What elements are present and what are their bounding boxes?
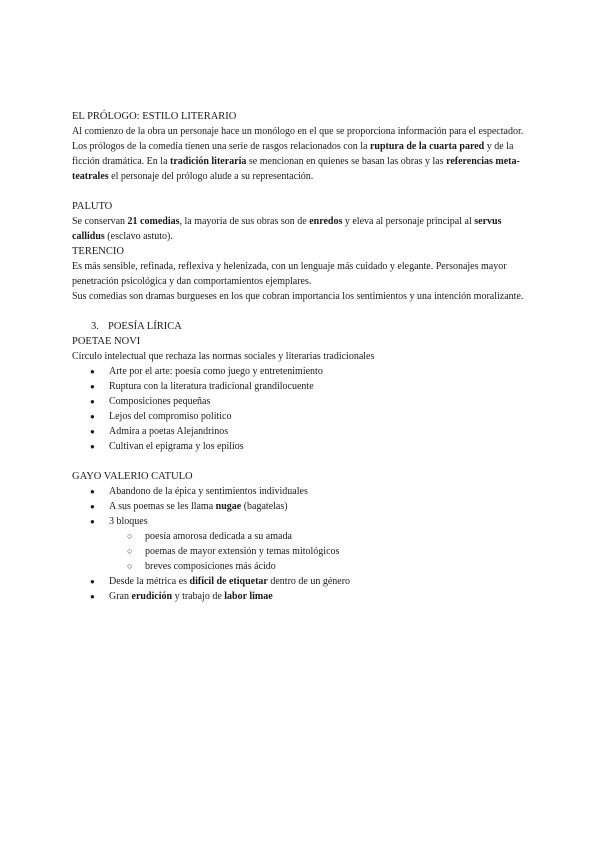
bullet-icon: ●	[90, 502, 95, 511]
terencio-paragraph-2: Sus comedias son dramas burgueses en los que cobran importancia los sentimientos y una intención moralizante.	[72, 291, 524, 302]
text: (esclavo astuto).	[104, 231, 173, 242]
list-item	[72, 439, 532, 454]
sublist-item-text: poemas de mayor extensión y temas mitológicos	[145, 546, 340, 557]
list-item-text: Cultivan el epigrama y los epilios	[109, 441, 244, 452]
list-item	[72, 484, 532, 499]
list-item-text: Gran	[109, 591, 132, 602]
text: y de la ficción dramática. En la	[72, 141, 514, 167]
list-item	[72, 379, 532, 394]
catulo-heading: GAYO VALERIO CATULO	[72, 471, 193, 482]
bold-term: tradición literaria	[170, 156, 247, 167]
list-item	[72, 589, 532, 604]
section-number: 3.	[91, 321, 99, 332]
text: y eleva al personaje principal al	[342, 216, 475, 227]
poetae-heading: POETAE NOVI	[72, 336, 141, 347]
sublist-item-text: poesía amorosa dedicada a su amada	[145, 531, 292, 542]
bold-term: enredos	[309, 216, 343, 227]
bullet-icon: ●	[90, 427, 95, 436]
prologo-heading: EL PRÓLOGO: ESTILO LITERARIO	[72, 111, 237, 122]
list-item-text: Ruptura con la literatura tradicional grandilocuente	[109, 381, 314, 392]
bold-term: erudición	[131, 591, 173, 602]
text: Al comienzo de la obra un personaje hace un monólogo en el que se proporciona información para el espectador. Los prólogos de la comedia tienen una serie de rasgos relacionados con la	[72, 126, 524, 152]
list-item-text: Abandono de la épica y sentimientos individuales	[109, 486, 308, 497]
circle-bullet-icon: ○	[127, 531, 133, 541]
text: , la mayoría de sus obras son de	[179, 216, 310, 227]
spacer	[72, 304, 532, 319]
bold-term: labor limae	[224, 591, 273, 602]
list-item	[72, 394, 532, 409]
plauto-paragraph	[72, 214, 532, 244]
list-item-text: dentro de un género	[267, 576, 351, 587]
bullet-icon: ●	[90, 442, 95, 451]
bullet-icon: ●	[90, 592, 95, 601]
list-item	[72, 514, 532, 529]
list-item-text: Desde la métrica es	[109, 576, 190, 587]
spacer	[72, 184, 532, 199]
sublist-item	[72, 544, 532, 559]
list-item-text: y trabajo de	[172, 591, 225, 602]
terencio-heading: TERENCIO	[72, 246, 124, 257]
list-item-text: Arte por el arte: poesía como juego y entretenimiento	[109, 366, 323, 377]
bullet-icon: ●	[90, 367, 95, 376]
plauto-heading: PALUTO	[72, 201, 113, 212]
text: el personaje del prólogo alude a su representación.	[108, 171, 314, 182]
prologo-paragraph	[72, 124, 532, 184]
circle-bullet-icon: ○	[127, 546, 133, 556]
bold-term: referencias meta-teatrales	[72, 156, 520, 182]
bullet-icon: ●	[90, 487, 95, 496]
list-item-text: A sus poemas se les llama	[109, 501, 216, 512]
bold-term: ruptura de la cuarta pared	[369, 141, 485, 152]
bullet-icon: ●	[90, 412, 95, 421]
list-item	[72, 574, 532, 589]
bold-term: nugae	[215, 501, 242, 512]
bullet-icon: ●	[90, 517, 95, 526]
list-item-text: Composiciones pequeñas	[109, 396, 211, 407]
bold-term: difícil de etiquetar	[189, 576, 268, 587]
terencio-paragraph-1: Es más sensible, refinada, reflexiva y helenizada, con un lenguaje más cuidado y elegante. Personajes mayor penetración psicológica y dan comportamientos ejemplares.	[72, 261, 507, 287]
catulo-sublist	[72, 529, 532, 574]
bullet-icon: ●	[90, 577, 95, 586]
document-body	[72, 109, 532, 604]
list-item-text: (bagatelas)	[241, 501, 288, 512]
bullet-icon: ●	[90, 397, 95, 406]
spacer	[72, 454, 532, 469]
catulo-list	[72, 484, 532, 529]
text: Se conservan	[72, 216, 128, 227]
list-item	[72, 409, 532, 424]
list-item	[72, 424, 532, 439]
sublist-item	[72, 529, 532, 544]
catulo-list-continued	[72, 574, 532, 604]
bullet-icon: ●	[90, 382, 95, 391]
list-item	[72, 499, 532, 514]
sublist-item	[72, 559, 532, 574]
circle-bullet-icon: ○	[127, 561, 133, 571]
text: se mencionan en quienes se basan las obras y las	[246, 156, 447, 167]
bold-term: 21 comedias	[127, 216, 180, 227]
lirica-heading	[91, 319, 532, 334]
list-item-text: 3 bloques	[109, 516, 148, 527]
section-title: POESÍA LÍRICA	[108, 321, 182, 332]
list-item	[72, 364, 532, 379]
list-item-text: Lejos del compromiso político	[109, 411, 232, 422]
poetae-intro: Círculo intelectual que rechaza las normas sociales y literarias tradicionales	[72, 351, 375, 362]
list-item-text: Admira a poetas Alejandrinos	[109, 426, 229, 437]
poetae-list	[72, 364, 532, 454]
bold-term: servus callidus	[72, 216, 502, 242]
sublist-item-text: breves composiciones más ácido	[145, 561, 276, 572]
